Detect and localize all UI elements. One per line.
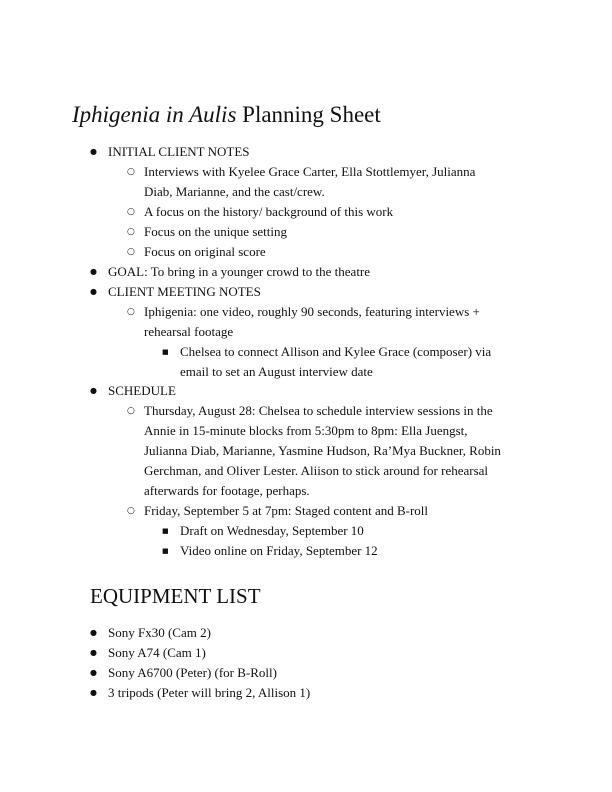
equipment-item: Sony A74 (Cam 1) [108,645,206,660]
equipment-item: Sony Fx30 (Cam 2) [108,625,211,640]
bullet-circle-icon: ○ [127,307,135,317]
bullet-square-icon: ■ [162,527,169,535]
bullet-disc-icon: ● [90,668,97,677]
page-title [72,101,381,129]
list-item-line: Focus on original score [144,244,266,259]
section-heading-schedule: SCHEDULE [108,383,176,398]
list-item-line: Julianna Diab, Marianne, Yasmine Hudson, Ra’Mya Buckner, Robin [144,443,501,458]
bullet-circle-icon: ○ [127,207,135,217]
list-item-line: Chelsea to connect Allison and Kylee Grace (composer) via [180,344,492,359]
bullet-circle-icon: ○ [127,506,135,516]
list-item-line: Gerchman, and Oliver Lester. Aliison to stick around for rehearsal [144,463,489,478]
bullet-disc-icon: ● [90,147,97,156]
list-item-line: Friday, September 5 at 7pm: Staged content and B-roll [144,503,429,518]
list-item-line: Thursday, August 28: Chelsea to schedule interview sessions in the [144,403,493,418]
bullet-circle-icon: ○ [127,406,135,416]
bullet-disc-icon: ● [90,386,97,395]
equipment-item: Sony A6700 (Peter) (for B-Roll) [108,665,277,680]
goal-line: GOAL: To bring in a younger crowd to the theatre [108,264,371,279]
list-item-line: Diab, Marianne, and the cast/crew. [144,184,325,199]
list-item-line: Annie in 15-minute blocks from 5:30pm to 8pm: Ella Juengst, [144,423,468,438]
list-item-line: A focus on the history/ background of this work [144,204,394,219]
list-item-line: afterwards for footage, perhaps. [144,483,310,498]
bullet-disc-icon: ● [90,628,97,637]
list-item-line: Draft on Wednesday, September 10 [180,523,364,538]
title-rest: Planning Sheet [236,102,381,127]
list-item-line: Iphigenia: one video, roughly 90 seconds, featuring interviews + [144,304,480,319]
section-heading-initial: INITIAL CLIENT NOTES [108,144,250,159]
bullet-circle-icon: ○ [127,247,135,257]
bullet-disc-icon: ● [90,688,97,697]
bullet-disc-icon: ● [90,287,97,296]
bullet-circle-icon: ○ [127,167,135,177]
section-heading-meeting: CLIENT MEETING NOTES [108,284,261,299]
title-play-name: Iphigenia in Aulis [72,102,237,127]
equipment-item: 3 tripods (Peter will bring 2, Allison 1) [108,685,311,700]
list-item-line: Interviews with Kyelee Grace Carter, Ella Stottlemyer, Julianna [144,164,476,179]
list-item-line: email to set an August interview date [180,364,373,379]
bullet-disc-icon: ● [90,648,97,657]
bullet-circle-icon: ○ [127,227,135,237]
bullet-square-icon: ■ [162,348,169,356]
bullet-disc-icon: ● [90,267,97,276]
equipment-heading: EQUIPMENT LIST [90,584,261,608]
list-item-line: rehearsal footage [144,324,234,339]
list-item-line: Video online on Friday, September 12 [180,543,378,558]
bullet-square-icon: ■ [162,547,169,555]
list-item-line: Focus on the unique setting [144,224,287,239]
